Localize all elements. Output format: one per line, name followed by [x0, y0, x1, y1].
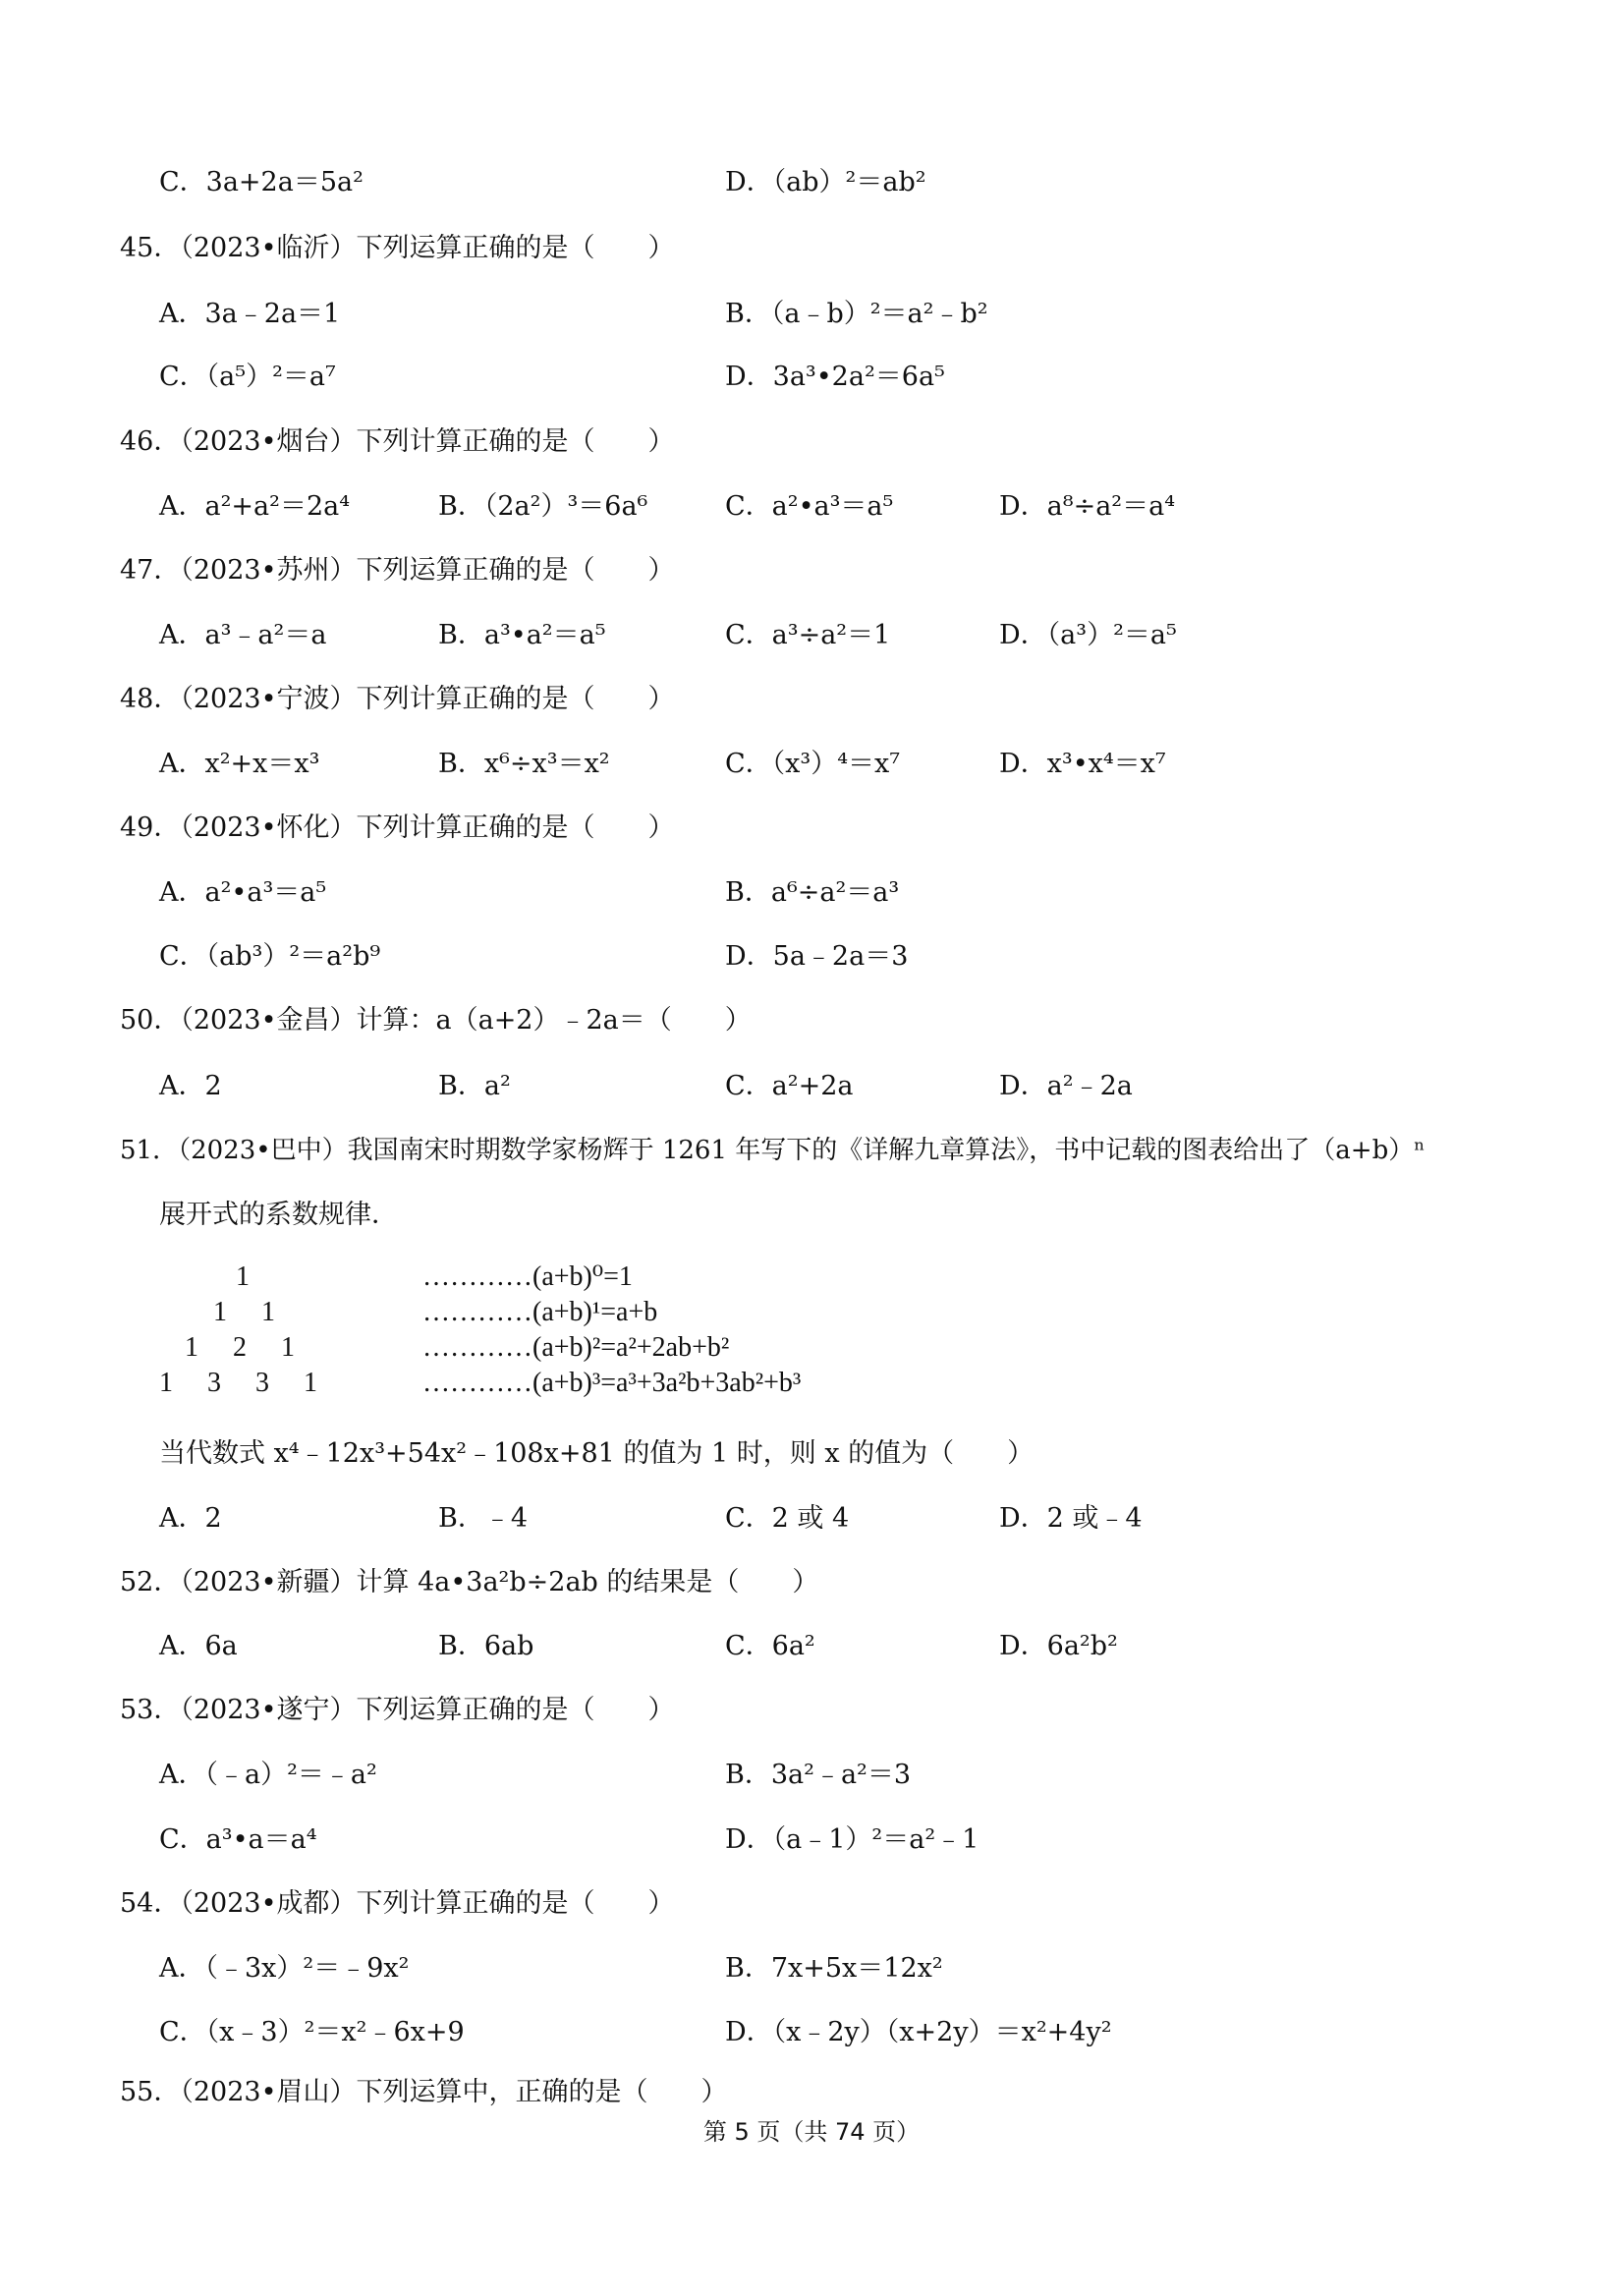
q44-option-c: C．3a+2a＝5a²	[159, 167, 364, 197]
q45-option-b: B．（a﹣b）²＝a²﹣b²	[725, 299, 988, 329]
q54-option-b: B．7x+5x＝12x²	[725, 1953, 943, 1984]
q51-option-d: D．2 或﹣4	[999, 1503, 1143, 1534]
q48-option-a: A．x²+x＝x³	[159, 749, 320, 779]
q52-option-d: D．6a²b²	[999, 1631, 1118, 1661]
triangle-row-2: 1 2 1	[185, 1332, 296, 1363]
q53-option-a: A．（﹣a）²＝﹣a²	[159, 1760, 377, 1790]
q45-option-a: A．3a﹣2a＝1	[159, 299, 341, 329]
q53-option-c: C．a³•a＝a⁴	[159, 1824, 317, 1855]
q54-option-a: A．（﹣3x）²＝﹣9x²	[159, 1953, 410, 1984]
triangle-row-0: 1	[236, 1261, 250, 1292]
q50-option-a: A．2	[159, 1071, 222, 1101]
page-footer: 第 5 页（共 74 页）	[702, 2118, 921, 2146]
q44-option-d: D．（ab）²＝ab²	[725, 167, 926, 197]
q48-stem: 48．（2023•宁波）下列计算正确的是（ ）	[120, 684, 675, 714]
q53-stem: 53．（2023•遂宁）下列运算正确的是（ ）	[120, 1695, 675, 1725]
q50-option-d: D．a²﹣2a	[999, 1071, 1133, 1101]
q51-option-a: A．2	[159, 1503, 222, 1534]
q50-option-c: C．a²+2a	[725, 1071, 854, 1101]
expansion-row-2: …………(a+b)²=a²+2ab+b²	[422, 1332, 730, 1363]
triangle-row-1: 1 1	[213, 1297, 276, 1327]
q51-stem-line2: 展开式的系数规律．	[159, 1200, 398, 1230]
q51-stem-line3: 当代数式 x⁴﹣12x³+54x²﹣108x+81 的值为 1 时，则 x 的值为（ ）	[159, 1438, 1035, 1469]
expansion-row-0: …………(a+b)⁰=1	[422, 1261, 633, 1292]
q47-option-d: D．（a³）²＝a⁵	[999, 620, 1177, 650]
q49-option-d: D．5a﹣2a＝3	[725, 941, 909, 972]
expansion-row-3: …………(a+b)³=a³+3a²b+3ab²+b³	[422, 1368, 802, 1398]
q47-option-b: B．a³•a²＝a⁵	[438, 620, 606, 650]
q46-stem: 46．（2023•烟台）下列计算正确的是（ ）	[120, 426, 675, 457]
q49-option-a: A．a²•a³＝a⁵	[159, 877, 327, 908]
q54-option-d: D．（x﹣2y）（x+2y）＝x²+4y²	[725, 2017, 1112, 2047]
q46-option-c: C．a²•a³＝a⁵	[725, 491, 894, 522]
q47-option-a: A．a³﹣a²＝a	[159, 620, 327, 650]
q53-option-d: D．（a﹣1）²＝a²﹣1	[725, 1824, 979, 1855]
q48-option-c: C．（x³）⁴＝x⁷	[725, 749, 901, 779]
q55-stem: 55．（2023•眉山）下列运算中，正确的是（ ）	[120, 2077, 728, 2107]
triangle-row-3: 1 3 3 1	[159, 1368, 318, 1398]
q50-stem: 50．（2023•金昌）计算：a（a+2）﹣2a＝（ ）	[120, 1005, 752, 1036]
q45-option-d: D．3a³•2a²＝6a⁵	[725, 362, 945, 392]
expansion-row-1: …………(a+b)¹=a+b	[422, 1297, 658, 1327]
q51-option-b: B．﹣4	[438, 1503, 529, 1534]
q51-option-c: C．2 或 4	[725, 1503, 850, 1534]
q46-option-a: A．a²+a²＝2a⁴	[159, 491, 351, 522]
q49-option-c: C．（ab³）²＝a²b⁹	[159, 941, 381, 972]
q48-option-d: D．x³•x⁴＝x⁷	[999, 749, 1166, 779]
q45-stem: 45．（2023•临沂）下列运算正确的是（ ）	[120, 233, 675, 263]
q48-option-b: B．x⁶÷x³＝x²	[438, 749, 610, 779]
q49-option-b: B．a⁶÷a²＝a³	[725, 877, 900, 908]
q50-option-b: B．a²	[438, 1071, 511, 1101]
q52-option-a: A．6a	[159, 1631, 238, 1661]
q54-stem: 54．（2023•成都）下列计算正确的是（ ）	[120, 1888, 675, 1919]
q45-option-c: C．（a⁵）²＝a⁷	[159, 362, 336, 392]
q52-stem: 52．（2023•新疆）计算 4a•3a²b÷2ab 的结果是（ ）	[120, 1567, 819, 1597]
q49-stem: 49．（2023•怀化）下列计算正确的是（ ）	[120, 812, 675, 843]
q52-option-b: B．6ab	[438, 1631, 534, 1661]
q54-option-c: C．（x﹣3）²＝x²﹣6x+9	[159, 2017, 465, 2047]
q51-stem-line1: 51．（2023•巴中）我国南宋时期数学家杨辉于 1261 年写下的《详解九章算法》，书中记载的图表给出了（a+b）ⁿ	[120, 1136, 1426, 1165]
q47-option-c: C．a³÷a²＝1	[725, 620, 891, 650]
q53-option-b: B．3a²﹣a²＝3	[725, 1760, 912, 1790]
q46-option-d: D．a⁸÷a²＝a⁴	[999, 491, 1176, 522]
q46-option-b: B．（2a²）³＝6a⁶	[438, 491, 648, 522]
q47-stem: 47．（2023•苏州）下列运算正确的是（ ）	[120, 555, 675, 586]
q52-option-c: C．6a²	[725, 1631, 815, 1661]
